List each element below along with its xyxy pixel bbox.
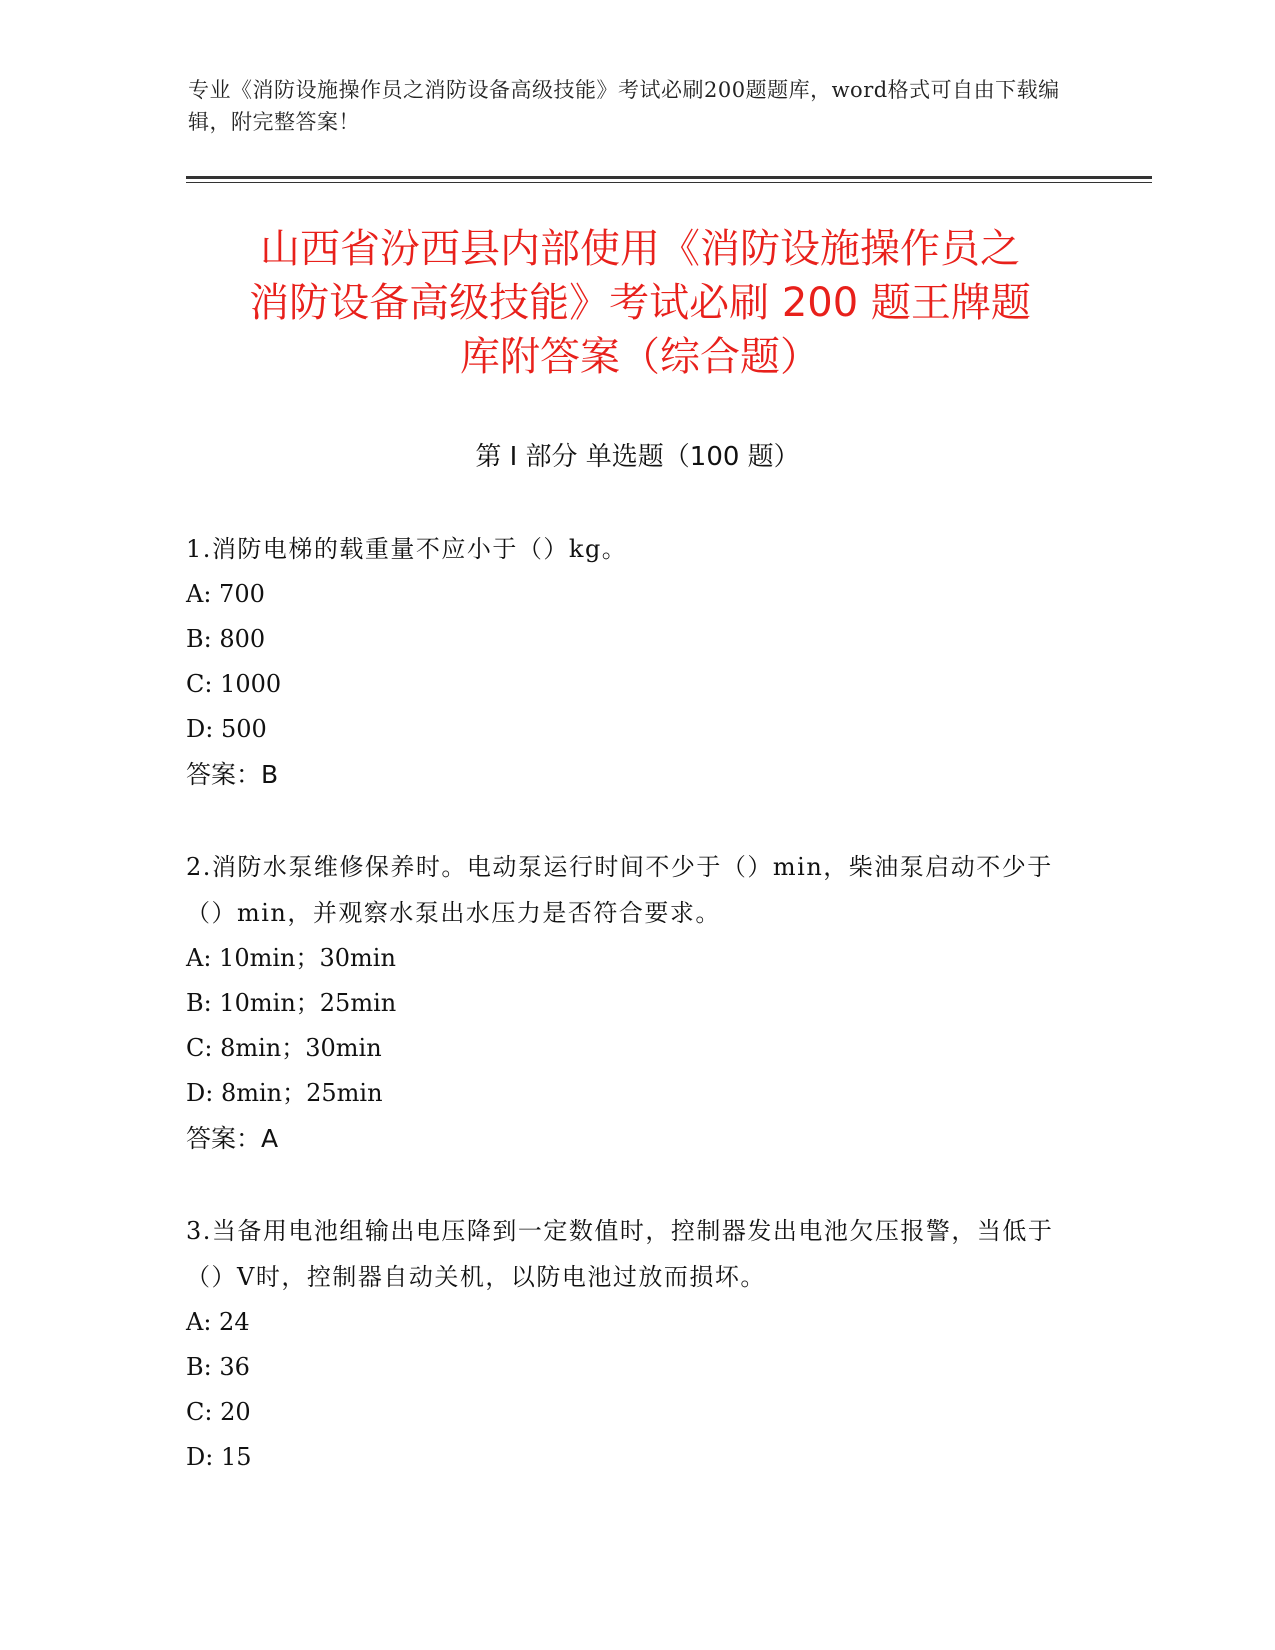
answer: 答案：A [186,1124,279,1153]
option-a: A: 700 [186,580,265,608]
title-line-3: 库附答案（综合题） [460,334,820,380]
section-title: 第 I 部分 单选题（100 题） [475,442,800,472]
option-c: C: 1000 [186,670,282,698]
option-b: B: 10min；25min [186,989,397,1017]
header-divider-thick [186,176,1152,179]
option-d: D: 8min；25min [186,1079,383,1107]
option-c: C: 20 [186,1398,251,1426]
question-1 [186,526,1086,798]
question-list [186,526,1086,1526]
option-d: D: 500 [186,715,267,743]
header-divider-thin [186,182,1152,183]
option-a: A: 24 [186,1308,250,1336]
option-c: C: 8min；30min [186,1034,382,1062]
question-text: 2.消防水泵维修保养时。电动泵运行时间不少于（）min，柴油泵启动不少于（）min，并观察水泵出水压力是否符合要求。 [186,853,1053,927]
option-d: D: 15 [186,1443,252,1471]
question-2 [186,844,1086,1162]
header-note: 专业《消防设施操作员之消防设备高级技能》考试必刷200题题库，word格式可自由下载编辑，附完整答案！ [188,78,1060,134]
title-line-2: 消防设备高级技能》考试必刷 200 题王牌题 [249,280,1031,326]
question-text: 1.消防电梯的载重量不应小于（）kg。 [186,535,628,563]
document-title [185,222,1095,384]
question-text: 3.当备用电池组输出电压降到一定数值时，控制器发出电池欠压报警，当低于（）V时，控制器自动关机，以防电池过放而损坏。 [186,1217,1054,1291]
answer: 答案：B [186,760,279,789]
title-line-1: 山西省汾西县内部使用《消防设施操作员之 [260,226,1020,272]
question-3 [186,1208,1086,1480]
option-b: B: 800 [186,625,266,653]
option-b: B: 36 [186,1353,250,1381]
option-a: A: 10min；30min [186,944,396,972]
